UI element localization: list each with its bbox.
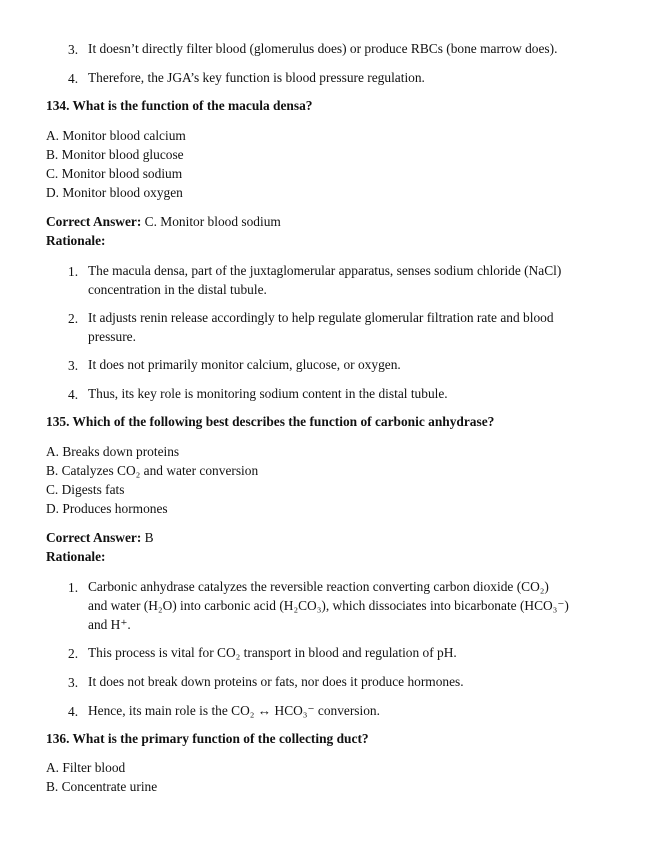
rationale-label: Rationale: — [46, 549, 106, 564]
option-c: C. Digests fats — [46, 482, 125, 497]
option-d: D. Produces hormones — [46, 501, 168, 516]
option-c: C. Monitor blood sodium — [46, 166, 183, 181]
list-item-text: Therefore, the JGA’s key function is blood pressure regulation. — [88, 70, 425, 85]
correct-answer — [46, 214, 281, 230]
option-d: D. Monitor blood oxygen — [46, 185, 183, 200]
list-item-text: concentration in the distal tubule. — [88, 282, 267, 297]
list-item-text: It doesn’t directly filter blood (glomerulus does) or produce RBCs (bone marrow does). — [88, 41, 558, 56]
list-item-text: It does not primarily monitor calcium, glucose, or oxygen. — [88, 357, 401, 372]
list-number: 3. — [68, 42, 79, 57]
question-136-heading: 136. What is the primary function of the collecting duct? — [46, 731, 369, 746]
correct-answer-label: Correct Answer: — [46, 214, 142, 229]
correct-answer-value: C. Monitor blood sodium — [144, 214, 281, 229]
list-number: 4. — [68, 71, 79, 86]
list-item-text: Thus, its key role is monitoring sodium content in the distal tubule. — [88, 386, 448, 401]
question-135-heading: 135. Which of the following best describes the function of carbonic anhydrase? — [46, 414, 495, 429]
question-134-heading: 134. What is the function of the macula densa? — [46, 98, 313, 113]
list-number: 3. — [68, 675, 79, 690]
rationale-label: Rationale: — [46, 233, 106, 248]
list-item-text: and H⁺. — [88, 617, 131, 632]
option-a: A. Monitor blood calcium — [46, 128, 186, 143]
option-b: B. Concentrate urine — [46, 779, 158, 794]
option-a: A. Breaks down proteins — [46, 444, 180, 459]
list-item-text: It adjusts renin release accordingly to help regulate glomerular filtration rate and blood — [88, 310, 554, 325]
list-number: 4. — [68, 704, 79, 719]
list-number: 2. — [68, 311, 79, 326]
option-b: B. Catalyzes CO₂ and water conversion — [46, 463, 259, 478]
list-item-text: Hence, its main role is the CO₂ ↔ HCO₃⁻ conversion. — [88, 703, 380, 718]
correct-answer-value: B — [144, 530, 154, 545]
list-number: 1. — [68, 580, 79, 595]
list-number: 2. — [68, 646, 79, 661]
correct-answer — [46, 530, 154, 546]
list-item-text: Carbonic anhydrase catalyzes the reversible reaction converting carbon dioxide (CO₂) — [88, 579, 549, 594]
list-item-text: The macula densa, part of the juxtaglomerular apparatus, senses sodium chloride (NaCl) — [88, 263, 562, 278]
list-number: 3. — [68, 358, 79, 373]
list-item-text: and water (H₂O) into carbonic acid (H₂CO₃), which dissociates into bicarbonate (HCO₃⁻) — [88, 598, 569, 613]
option-b: B. Monitor blood glucose — [46, 147, 184, 162]
list-item-text: This process is vital for CO₂ transport in blood and regulation of pH. — [88, 645, 457, 660]
correct-answer-label: Correct Answer: — [46, 530, 142, 545]
list-number: 1. — [68, 264, 79, 279]
list-item-text: pressure. — [88, 329, 136, 344]
option-a: A. Filter blood — [46, 760, 126, 775]
list-number: 4. — [68, 387, 79, 402]
list-item-text: It does not break down proteins or fats, nor does it produce hormones. — [88, 674, 464, 689]
